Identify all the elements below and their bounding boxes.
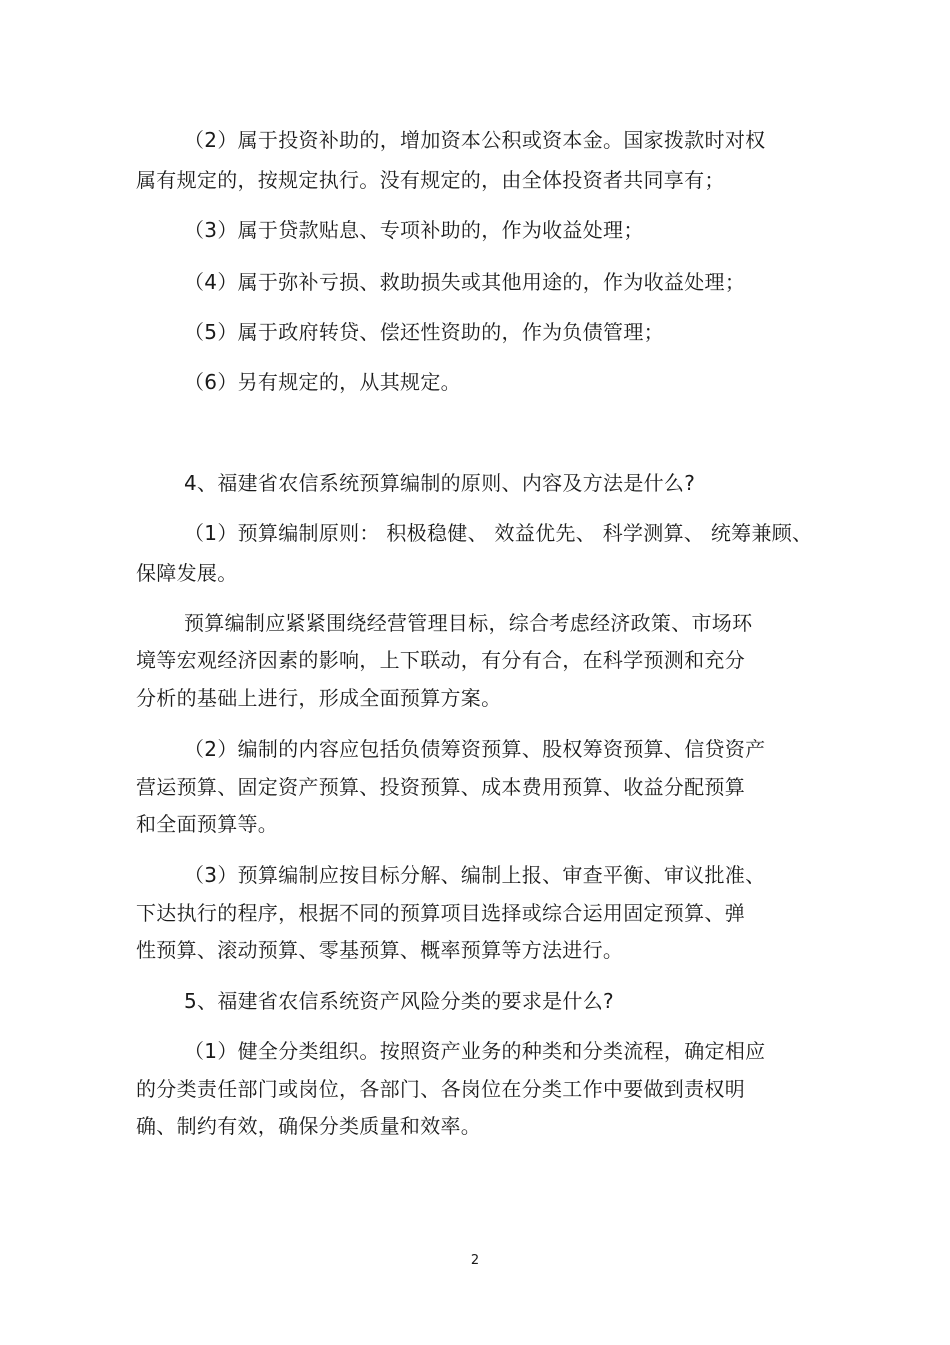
- text-line: 预算编制应紧紧围绕经营管理目标，综合考虑经济政策、市场环: [184, 611, 753, 635]
- text-line: 确、制约有效，确保分类质量和效率。: [136, 1114, 482, 1138]
- text-line: 和全面预算等。: [136, 812, 279, 836]
- text-line: 保障发展。: [136, 561, 238, 585]
- text-line: 属有规定的，按规定执行。没有规定的，由全体投资者共同享有；: [136, 168, 725, 192]
- text-line: （1）健全分类组织。按照资产业务的种类和分类流程，确定相应: [184, 1039, 766, 1063]
- text-line: （5）属于政府转贷、偿还性资助的，作为负债管理；: [184, 320, 664, 344]
- text-line: 营运预算、固定资产预算、投资预算、成本费用预算、收益分配预算: [136, 775, 745, 799]
- text-line: （6）另有规定的，从其规定。: [184, 370, 461, 394]
- text-line: （3）预算编制应按目标分解、编制上报、审查平衡、审议批准、: [184, 863, 766, 887]
- text-line: （2）编制的内容应包括负债筹资预算、股权筹资预算、信贷资产: [184, 737, 766, 761]
- text-line: （1）预算编制原则： 积极稳健、 效益优先、 科学测算、 统筹兼顾、: [184, 521, 813, 545]
- section-heading: 4、福建省农信系统预算编制的原则、内容及方法是什么?: [184, 471, 696, 495]
- text-line: 分析的基础上进行，形成全面预算方案。: [136, 686, 502, 710]
- text-line: （3）属于贷款贴息、专项补助的，作为收益处理；: [184, 218, 644, 242]
- text-line: （2）属于投资补助的，增加资本公积或资本金。国家拨款时对权: [184, 128, 766, 152]
- page-number: 2: [470, 1253, 480, 1268]
- section-heading: 5、福建省农信系统资产风险分类的要求是什么?: [184, 989, 614, 1013]
- text-line: 境等宏观经济因素的影响，上下联动，有分有合，在科学预测和充分: [136, 648, 745, 672]
- text-line: （4）属于弥补亏损、救助损失或其他用途的，作为收益处理；: [184, 270, 746, 294]
- text-line: 下达执行的程序，根据不同的预算项目选择或综合运用固定预算、弹: [136, 901, 745, 925]
- text-line: 的分类责任部门或岗位，各部门、各岗位在分类工作中要做到责权明: [136, 1077, 745, 1101]
- text-line: 性预算、滚动预算、零基预算、概率预算等方法进行。: [136, 938, 624, 962]
